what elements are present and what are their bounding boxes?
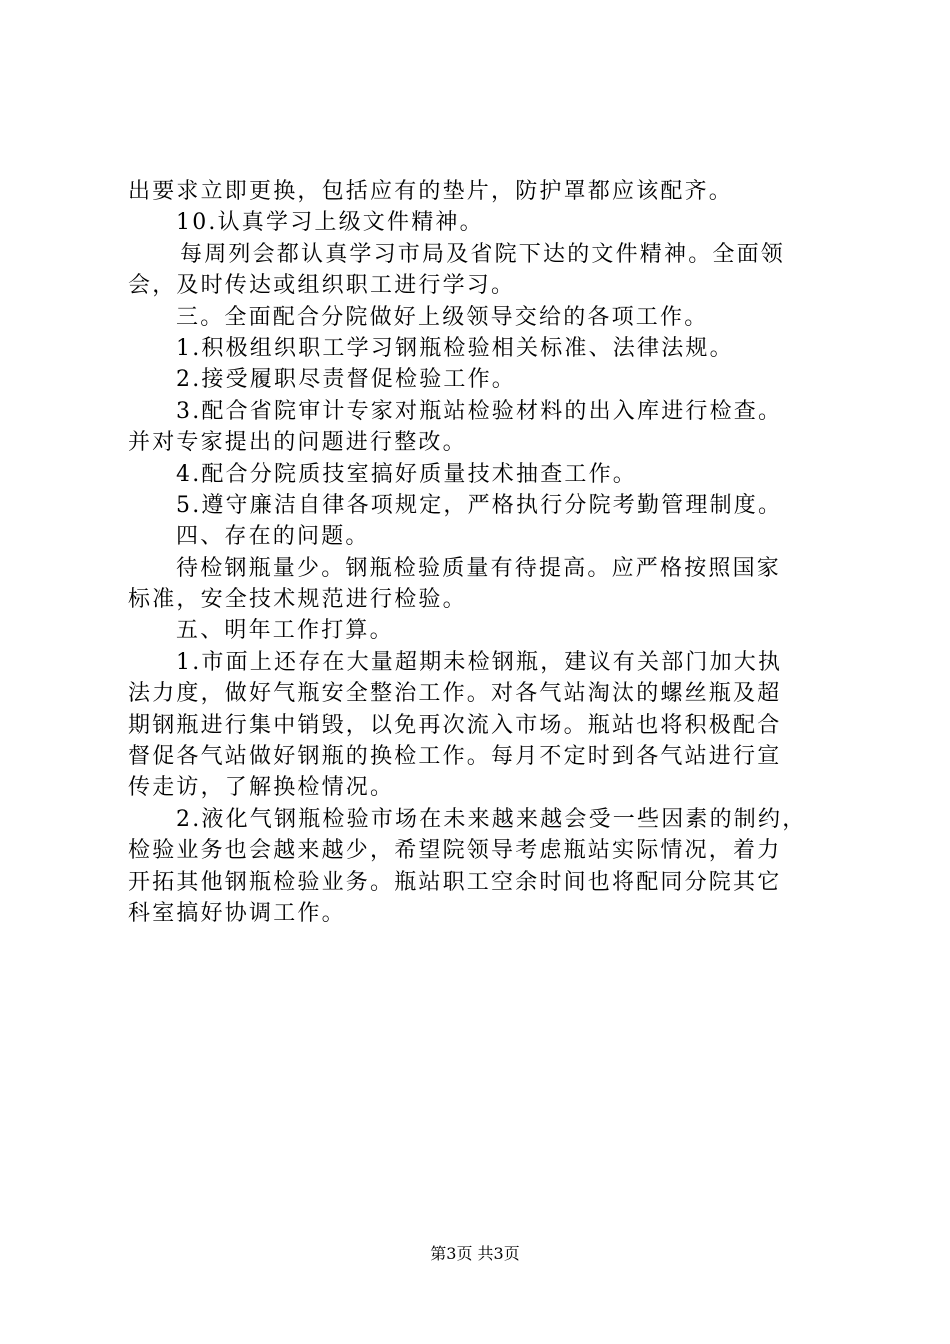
text-line: 检验业务也会越来越少，希望院领导考虑瓶站实际情况，着力	[128, 838, 782, 864]
text-line: 2.液化气钢瓶检验市场在未来越来越会受一些因素的制约，	[176, 806, 807, 832]
text-line: 待检钢瓶量少。钢瓶检验质量有待提高。应严格按照国家	[176, 555, 782, 581]
text-line: 1.积极组织职工学习钢瓶检验相关标准、法律法规。	[176, 335, 734, 361]
text-line: 督促各气站做好钢瓶的换检工作。每月不定时到各气站进行宣	[128, 744, 782, 770]
text-line: 会，及时传达或组织职工进行学习。	[128, 273, 516, 299]
text-line: 开拓其他钢瓶检验业务。瓶站职工空余时间也将配同分院其它	[128, 869, 782, 895]
section-heading: 三。全面配合分院做好上级领导交给的各项工作。	[176, 304, 709, 330]
text-line: 出要求立即更换，包括应有的垫片，防护罩都应该配齐。	[128, 179, 734, 204]
section-heading: 四、存在的问题。	[176, 524, 370, 550]
text-line: 4.配合分院质技室搞好质量技术抽查工作。	[176, 461, 637, 487]
text-line: 并对专家提出的问题进行整改。	[128, 430, 467, 456]
text-line: 期钢瓶进行集中销毁，以免再次流入市场。瓶站也将积极配合	[128, 712, 782, 738]
text-line: 1.市面上还存在大量超期未检钢瓶，建议有关部门加大执	[176, 649, 783, 675]
text-line: 法力度，做好气瓶安全整治工作。对各气站淘汰的螺丝瓶及超	[128, 681, 782, 707]
text-line: 10.认真学习上级文件精神。	[176, 210, 484, 236]
text-line: 传走访，了解换检情况。	[128, 775, 395, 801]
text-line: 3.配合省院审计专家对瓶站检验材料的出入库进行检查。	[176, 398, 783, 424]
text-line: 每周列会都认真学习市局及省院下达的文件精神。全面领	[180, 241, 786, 267]
text-line: 5.遵守廉洁自律各项规定，严格执行分院考勤管理制度。	[176, 492, 783, 518]
text-line: 标准，安全技术规范进行检验。	[128, 587, 467, 613]
section-heading: 五、明年工作打算。	[176, 618, 394, 644]
text-line: 2.接受履职尽责督促检验工作。	[176, 367, 516, 393]
page-number-footer: 第3页 共3页	[430, 1244, 520, 1263]
document-body	[128, 176, 834, 929]
text-line: 科室搞好协调工作。	[128, 900, 346, 926]
